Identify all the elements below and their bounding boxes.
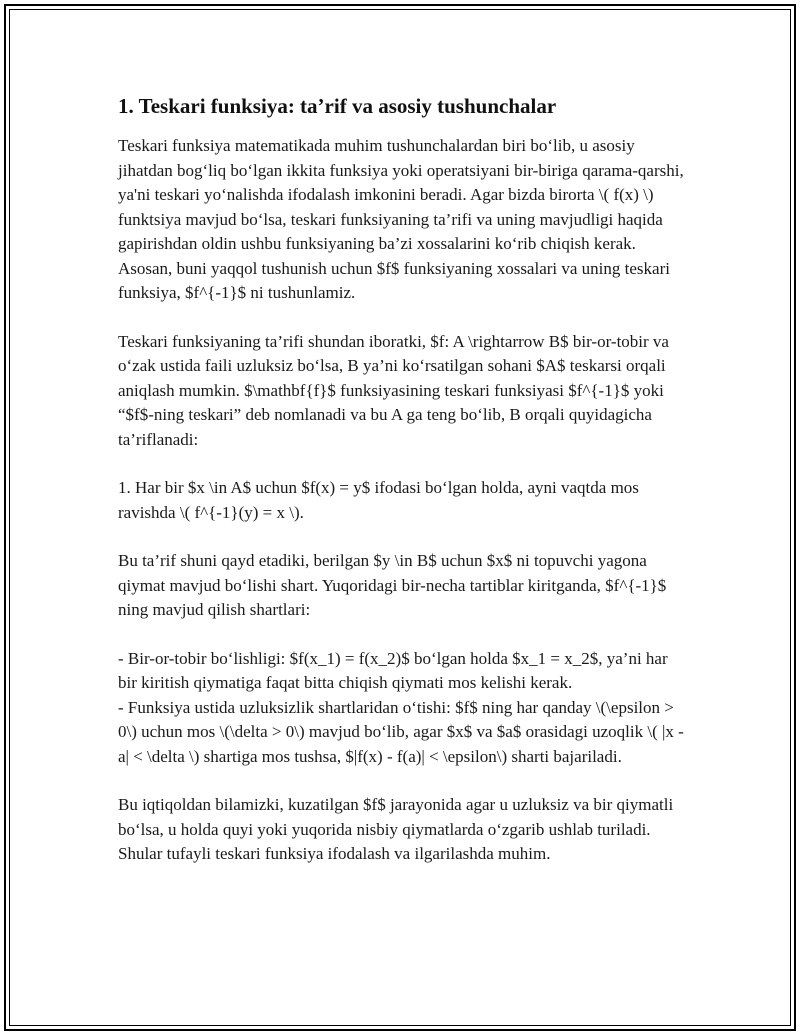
paragraph-conclusion: Bu iqtiqoldan bilamizki, kuzatilgan $f$ jarayonida agar u uzluksiz va bir qiymatli bo‘lsa, u holda quyi yoki yuqorida nisbiy qiymatlarda o‘zgarib ushlab turiladi. Shular tufayli teskari funksiya ifodalash va ilgarilashda muhim. bbox=[118, 795, 674, 863]
paragraph-rule-1: 1. Har bir $x \in A$ uchun $f(x) = y$ ifodasi bo‘lgan holda, ayni vaqtda mos ravishda \( f^{-1}(y) = x \). bbox=[118, 478, 639, 522]
paragraph-definition: Teskari funksiyaning ta’rifi shundan iboratki, $f: A \rightarrow B$ bir-or-tobir va o‘zak ustida faili uzluksiz bo‘lsa, B ya’ni ko‘rsatilgan sohani $A$ teskarsi orqali aniqlash mumkin. $\mathbf{f}$ funksiyasining teskari funksiyasi $f^{-1}$ yoki “$f$-ning teskari” deb nomlanadi va bu A ga teng bo‘lib, B orqali quyidagicha ta’riflanadi: bbox=[118, 331, 669, 449]
document-title: 1. Teskari funksiya: ta’rif va asosiy tushunchalar bbox=[118, 94, 557, 118]
list-item-continuity: - Funksiya ustida uzluksizlik shartlaridan o‘tishi: $f$ ning har qanday \(\epsilon > 0\) uchun mos \(\delta > 0\) mavjud bo‘lib, agar $x$ va $a$ orasidagi uzoqlik \( |x - a| < \delta \) shartiga mos tushsa, $|f(x) - f(a)| < \epsilon\) sharti bajariladi. bbox=[118, 697, 684, 766]
paragraph-uniqueness: Bu ta’rif shuni qayd etadiki, berilgan $y \in B$ uchun $x$ ni topuvchi yagona qiymat mavjud bo‘lishi shart. Yuqoridagi bir-necha tartiblar kiritganda, $f^{-1}$ ning mavjud qilish shartlari: bbox=[118, 551, 667, 619]
document-body bbox=[118, 92, 684, 891]
paragraph-intro: Teskari funksiya matematikada muhim tushunchalardan biri bo‘lib, u asosiy jihatdan bog‘liq bo‘lgan ikkita funksiya yoki operatsiyani bir-biriga qarama-qarshi, ya'ni teskari yo‘nalishda ifodalash imkonini beradi. Agar bizda birorta \( f(x) \) funktsiya mavjud bo‘lsa, teskari funksiyaning ta’rifi va uning mavjudligi haqida gapirishdan oldin ushbu funksiyaning ba’zi xossalarini ko‘rib chiqish kerak. Asosan, buni yaqqol tushunish uchun $f$ funksiyaning xossalari va uning teskari funksiya, $f^{-1}$ ni tushunlamiz. bbox=[118, 136, 684, 302]
list-item-injectivity: - Bir-or-tobir bo‘lishligi: $f(x_1) = f(x_2)$ bo‘lgan holda $x_1 = x_2$, ya’ni har bir kiritish qiymatiga faqat bitta chiqish qiymati mos kelishi kerak. bbox=[118, 648, 668, 692]
